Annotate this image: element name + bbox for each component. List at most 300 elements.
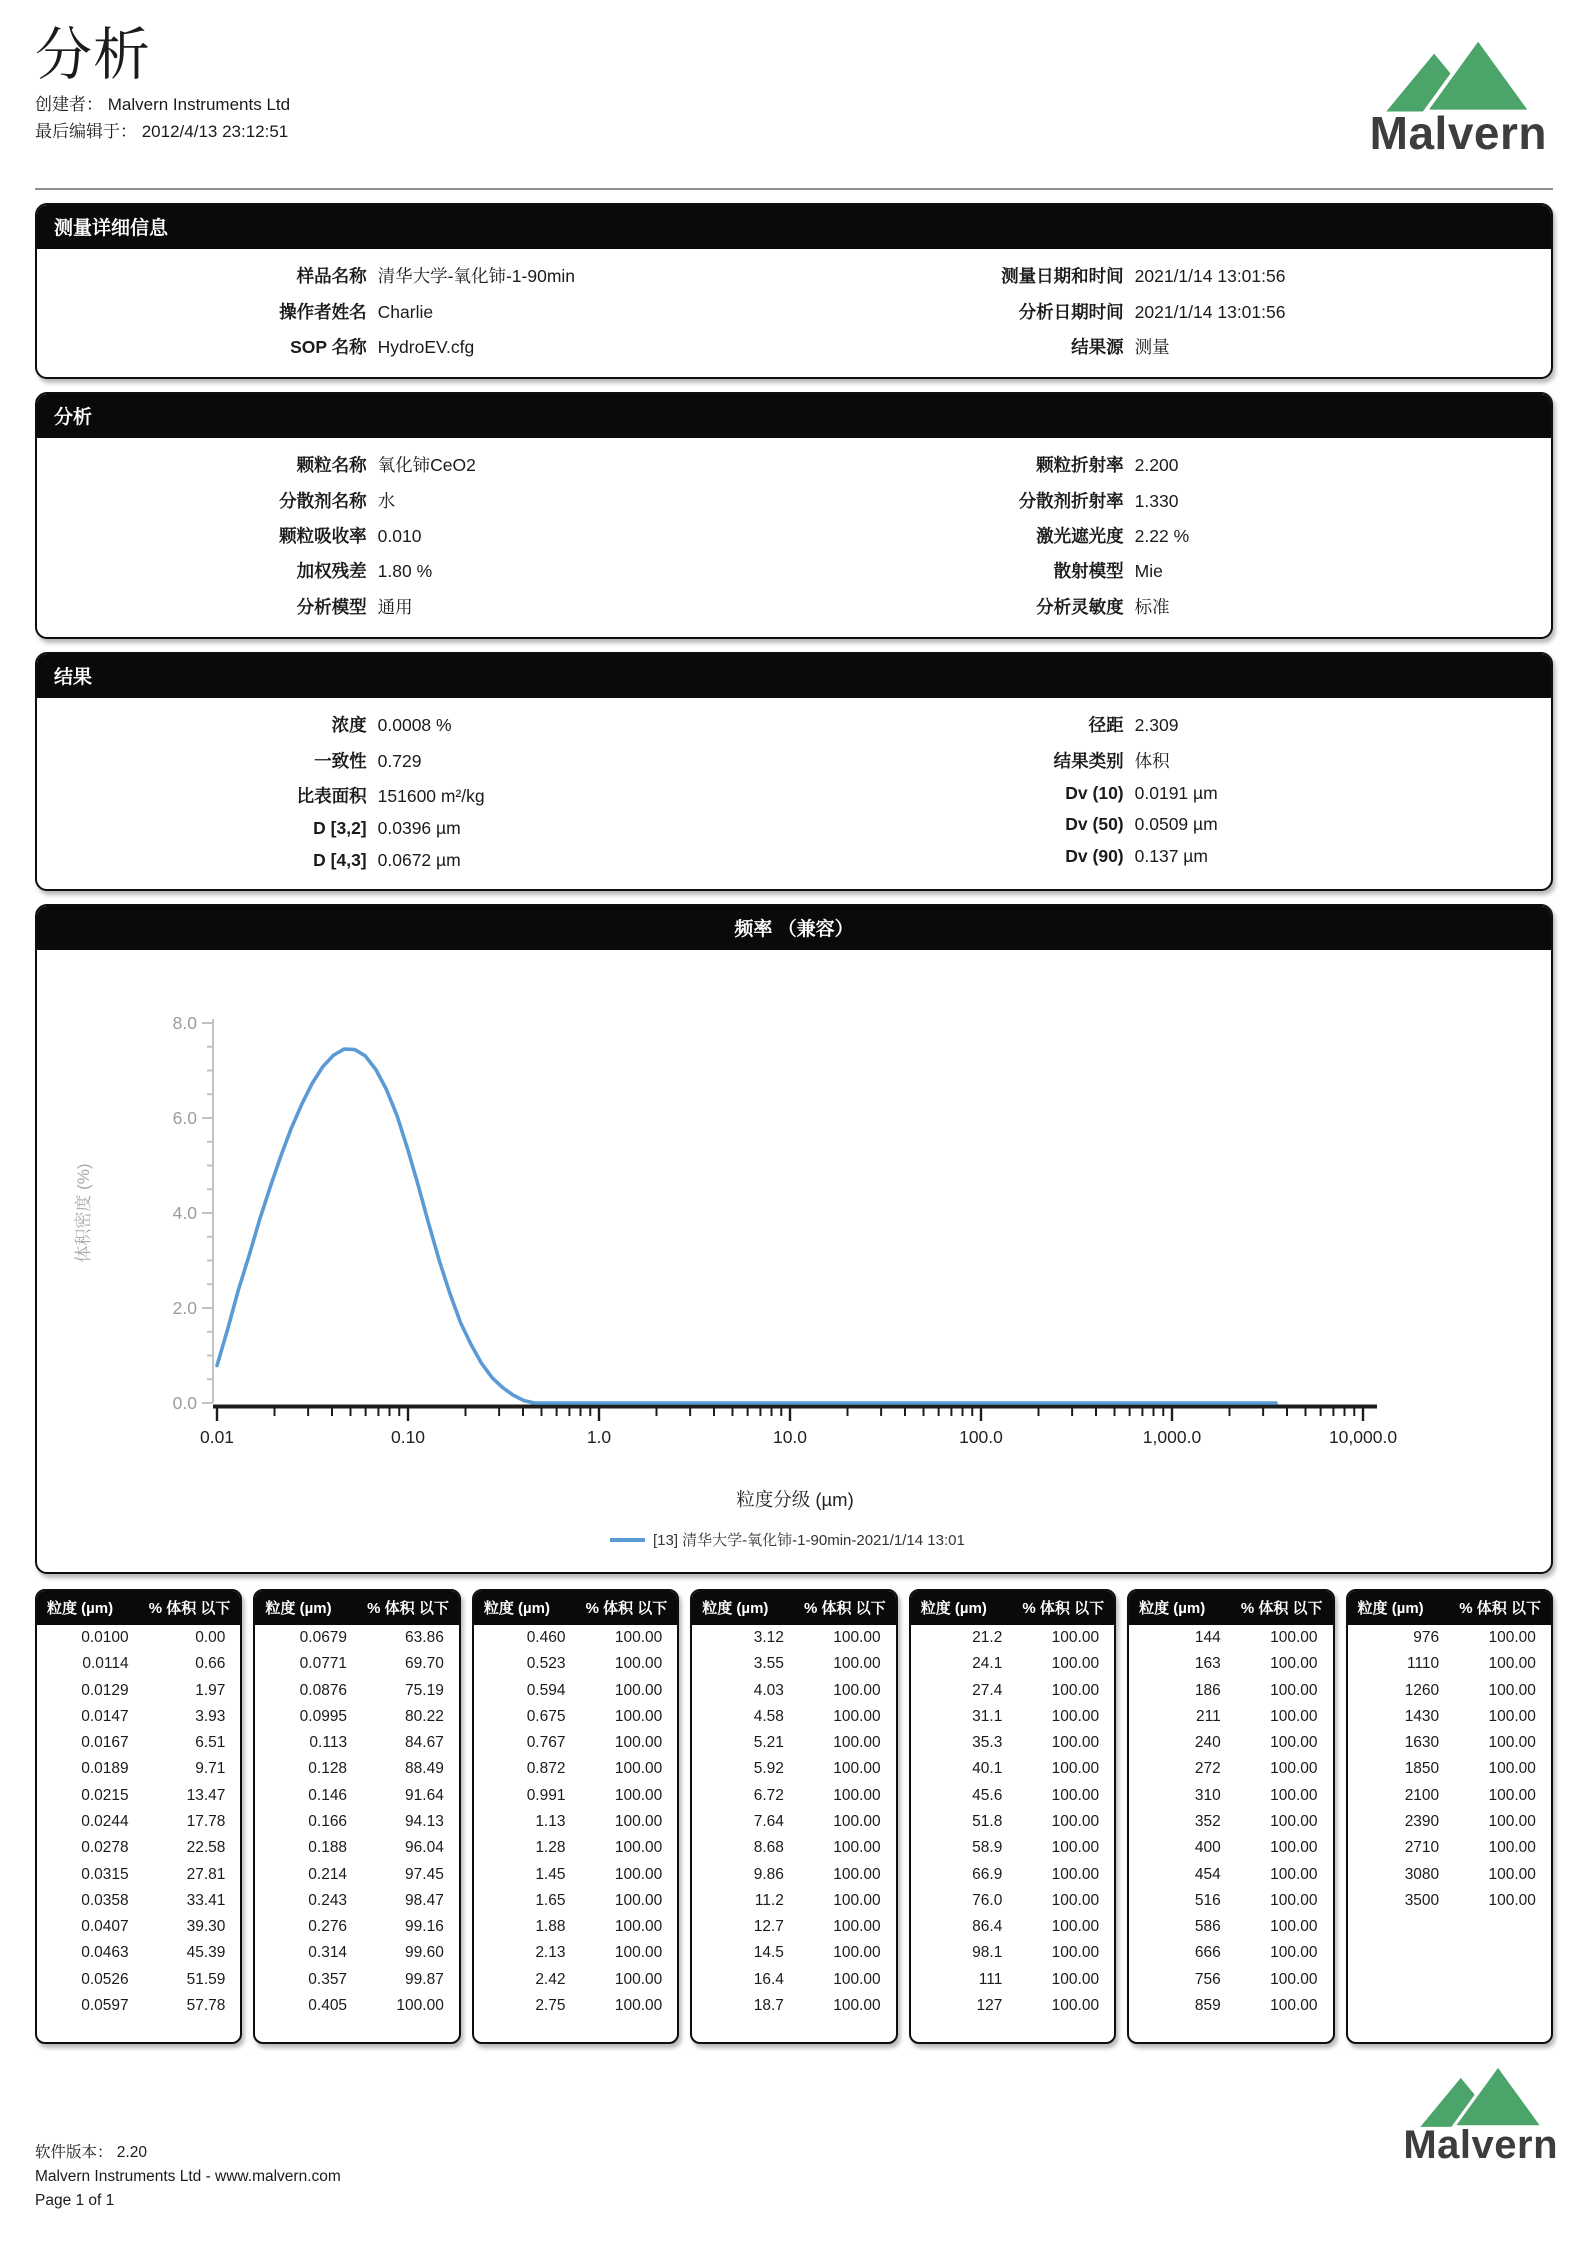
size-value: 18.7	[753, 1996, 784, 2014]
percent-value: 100.00	[1051, 1655, 1100, 1673]
table-row	[255, 1704, 458, 1730]
percent-value: 97.45	[405, 1865, 444, 1883]
field-row	[37, 293, 794, 328]
field-value: Mie	[1134, 561, 1163, 582]
table-row	[37, 1967, 240, 1993]
size-value: 16.4	[753, 1970, 784, 1988]
table-column-header	[1348, 1591, 1551, 1625]
field-value: 0.0008 %	[377, 715, 452, 736]
percent-value: 100.00	[614, 1918, 663, 1936]
software-version: 软件版本： 2.20	[35, 2143, 147, 2161]
size-value: 76.0	[972, 1891, 1003, 1909]
table-row	[37, 1677, 240, 1703]
size-value: 0.991	[526, 1786, 566, 1804]
analysis-body	[37, 438, 1551, 637]
size-value: 0.872	[526, 1760, 566, 1778]
malvern-logo-footer	[1403, 2063, 1558, 2165]
size-value: 0.0771	[299, 1655, 348, 1673]
field-row	[37, 589, 794, 624]
table-row	[255, 1677, 458, 1703]
y-tick-label: 8.0	[172, 1012, 197, 1033]
field-row	[37, 778, 794, 813]
table-row	[692, 1835, 895, 1861]
field-row	[794, 518, 1551, 553]
field-row	[794, 841, 1551, 872]
field-value: 151600 m²/kg	[377, 785, 485, 806]
size-value: 666	[1194, 1944, 1221, 1962]
table-column-header	[255, 1591, 458, 1625]
percent-column-header: % 体积 以下	[367, 1599, 449, 1617]
percent-value: 100.00	[1051, 1970, 1100, 1988]
table-row	[911, 1651, 1114, 1677]
percent-value: 100.00	[1270, 1839, 1318, 1857]
table-row	[911, 1625, 1114, 1651]
size-column-header: 粒度 (µm)	[265, 1599, 332, 1617]
field-row	[794, 483, 1551, 518]
field-label: 颗粒吸收率	[279, 526, 367, 547]
percent-value: 100.00	[833, 1812, 881, 1830]
table-row	[911, 1993, 1114, 2019]
percent-column-header: % 体积 以下	[1240, 1599, 1323, 1617]
size-value: 0.0358	[81, 1891, 129, 1909]
percent-value: 100.00	[1488, 1812, 1536, 1830]
percent-value: 100.00	[1270, 1996, 1318, 2014]
field-label: 加权残差	[296, 561, 367, 582]
percent-value: 100.00	[1488, 1891, 1536, 1909]
percent-value: 100.00	[1488, 1760, 1536, 1778]
table-row	[1129, 1625, 1332, 1651]
field-row	[37, 483, 794, 518]
table-row	[474, 1756, 677, 1782]
percent-column-header: % 体积 以下	[804, 1599, 886, 1617]
table-row	[911, 1940, 1114, 1966]
table-row	[692, 1704, 895, 1730]
percent-value: 100.00	[1051, 1629, 1100, 1647]
size-value: 5.92	[753, 1760, 784, 1778]
x-tick-label: 0.01	[199, 1426, 235, 1447]
table-row	[255, 1967, 458, 1993]
size-value: 186	[1194, 1681, 1221, 1699]
table-column-header	[1129, 1591, 1332, 1625]
field-row	[794, 329, 1551, 364]
percent-value: 96.04	[405, 1839, 444, 1857]
field-row	[794, 809, 1551, 840]
table-row	[37, 1809, 240, 1835]
field-row	[794, 742, 1551, 777]
percent-value: 51.59	[186, 1970, 226, 1988]
size-value: 2.75	[535, 1996, 566, 2014]
table-column-panel	[690, 1589, 897, 2044]
size-value: 0.0129	[81, 1681, 129, 1699]
percent-value: 100.00	[1051, 1812, 1100, 1830]
percent-value: 94.13	[405, 1812, 444, 1830]
page-number: Page 1 of 1	[35, 2191, 115, 2209]
table-row	[474, 1993, 677, 2019]
table-row	[1348, 1677, 1551, 1703]
table-row	[474, 1967, 677, 1993]
size-column-header: 粒度 (µm)	[47, 1599, 114, 1617]
percent-value: 100.00	[1051, 1891, 1100, 1909]
table-row	[1129, 1888, 1332, 1914]
size-value: 35.3	[972, 1734, 1003, 1752]
table-row	[911, 1888, 1114, 1914]
percent-value: 100.00	[1270, 1891, 1318, 1909]
percent-value: 100.00	[1270, 1918, 1318, 1936]
table-row	[911, 1730, 1114, 1756]
percent-value: 0.66	[195, 1655, 226, 1673]
field-value: 水	[377, 490, 396, 511]
percent-value: 22.58	[186, 1839, 226, 1857]
percent-value: 100.00	[833, 1918, 881, 1936]
size-value: 144	[1194, 1629, 1221, 1647]
table-row	[692, 1730, 895, 1756]
chart-legend-label: [13] 清华大学-氧化铈-1-90min-2021/1/14 13:01	[653, 1531, 965, 1549]
table-row	[1129, 1704, 1332, 1730]
x-tick-label: 10.0	[772, 1426, 808, 1447]
table-row	[255, 1993, 458, 2019]
percent-value: 99.60	[405, 1944, 444, 1962]
percent-column-header: % 体积 以下	[585, 1599, 668, 1617]
field-value: 2.200	[1134, 455, 1179, 476]
size-value: 51.8	[972, 1812, 1003, 1830]
field-label: Dv (50)	[1065, 814, 1124, 835]
table-row	[37, 1625, 240, 1651]
percent-value: 100.00	[833, 1996, 881, 2014]
size-value: 1850	[1404, 1760, 1440, 1778]
size-value: 12.7	[753, 1918, 784, 1936]
percent-value: 100.00	[1488, 1707, 1536, 1725]
percent-value: 100.00	[1488, 1655, 1536, 1673]
percent-value: 100.00	[1051, 1707, 1100, 1725]
size-value: 2.13	[535, 1944, 566, 1962]
size-value: 0.0995	[299, 1707, 348, 1725]
table-row	[1348, 1704, 1551, 1730]
field-row	[794, 553, 1551, 588]
size-value: 0.113	[309, 1734, 348, 1752]
size-value: 1.45	[535, 1865, 566, 1883]
size-value: 66.9	[972, 1865, 1003, 1883]
table-row	[1129, 1809, 1332, 1835]
table-column-panel	[1346, 1589, 1553, 2044]
table-column-panel	[253, 1589, 460, 2044]
field-value: 清华大学-氧化铈-1-90min	[377, 266, 576, 287]
table-row	[255, 1861, 458, 1887]
field-value: 1.80 %	[377, 561, 433, 582]
field-label: 操作者姓名	[279, 301, 367, 322]
size-value: 400	[1194, 1839, 1221, 1857]
size-value: 3080	[1404, 1865, 1440, 1883]
y-tick-label: 4.0	[172, 1202, 197, 1223]
percent-value: 100.00	[1270, 1655, 1318, 1673]
size-column-header: 粒度 (µm)	[920, 1599, 987, 1617]
field-value: 0.729	[377, 750, 422, 771]
table-row	[1129, 1835, 1332, 1861]
table-row	[1348, 1835, 1551, 1861]
field-row	[794, 258, 1551, 293]
field-row	[37, 813, 794, 844]
size-value: 127	[976, 1996, 1003, 2014]
size-value: 11.2	[754, 1891, 784, 1909]
size-value: 272	[1194, 1760, 1221, 1778]
percent-value: 69.70	[405, 1655, 444, 1673]
table-row	[911, 1835, 1114, 1861]
y-tick-label: 6.0	[172, 1107, 197, 1128]
size-value: 21.2	[972, 1629, 1003, 1647]
size-value: 310	[1194, 1786, 1221, 1804]
table-row	[474, 1704, 677, 1730]
header-divider	[35, 188, 1553, 190]
field-row	[37, 553, 794, 588]
size-value: 0.405	[308, 1996, 348, 2014]
panel-title: 测量详细信息	[37, 205, 1551, 249]
size-value: 0.0463	[81, 1944, 129, 1962]
table-column-header	[37, 1591, 240, 1625]
percent-value: 100.00	[614, 1707, 663, 1725]
field-value: 2021/1/14 13:01:56	[1134, 301, 1286, 322]
percent-value: 80.22	[405, 1707, 444, 1725]
malvern-mountains-icon	[1417, 2063, 1545, 2129]
percent-value: 100.00	[614, 1760, 663, 1778]
percent-value: 0.00	[195, 1629, 226, 1647]
table-row	[255, 1756, 458, 1782]
size-value: 0.0407	[81, 1918, 129, 1936]
percent-value: 100.00	[833, 1944, 881, 1962]
field-row	[37, 258, 794, 293]
table-row	[692, 1861, 895, 1887]
percent-value: 88.49	[405, 1760, 444, 1778]
size-value: 14.5	[753, 1944, 784, 1962]
size-value: 0.0315	[81, 1865, 129, 1883]
table-row	[255, 1651, 458, 1677]
kv-column	[37, 258, 794, 364]
percent-value: 100.00	[1270, 1970, 1318, 1988]
table-row	[474, 1730, 677, 1756]
table-row	[911, 1861, 1114, 1887]
percent-value: 27.81	[186, 1865, 226, 1883]
size-value: 1.88	[535, 1918, 566, 1936]
table-row	[911, 1783, 1114, 1809]
size-value: 0.188	[308, 1839, 348, 1857]
percent-value: 100.00	[396, 1996, 444, 2014]
table-row	[37, 1993, 240, 2019]
table-row	[255, 1809, 458, 1835]
size-value: 1.28	[535, 1839, 566, 1857]
table-row	[37, 1914, 240, 1940]
field-label: 分散剂折射率	[1018, 490, 1124, 511]
size-value: 3.12	[753, 1629, 784, 1647]
size-value: 111	[978, 1970, 1003, 1988]
field-label: SOP 名称	[290, 336, 367, 357]
table-row	[911, 1677, 1114, 1703]
field-value: 体积	[1134, 750, 1170, 771]
table-row	[692, 1651, 895, 1677]
field-label: 分析灵敏度	[1036, 596, 1124, 617]
percent-value: 13.47	[186, 1786, 226, 1804]
x-tick-label: 100.0	[959, 1426, 1003, 1447]
field-value: 2021/1/14 13:01:56	[1134, 266, 1286, 287]
size-value: 24.1	[972, 1655, 1003, 1673]
percent-value: 17.78	[186, 1812, 226, 1830]
document-header	[35, 23, 1553, 174]
table-row	[1348, 1861, 1551, 1887]
size-value: 2.42	[535, 1970, 566, 1988]
field-row	[794, 589, 1551, 624]
field-label: Dv (10)	[1065, 782, 1124, 803]
size-value: 454	[1194, 1865, 1221, 1883]
table-row	[692, 1809, 895, 1835]
table-row	[474, 1888, 677, 1914]
percent-value: 99.16	[405, 1918, 444, 1936]
percent-value: 33.41	[186, 1891, 226, 1909]
field-value: 测量	[1134, 336, 1170, 357]
percent-value: 100.00	[1488, 1629, 1536, 1647]
table-row	[1348, 1756, 1551, 1782]
percent-value: 9.71	[195, 1760, 226, 1778]
y-tick-label: 2.0	[172, 1297, 197, 1318]
percent-value: 75.19	[405, 1681, 444, 1699]
size-value: 3.55	[753, 1655, 784, 1673]
size-value: 0.523	[526, 1655, 566, 1673]
table-column-panel	[472, 1589, 679, 2044]
size-value: 1.13	[535, 1812, 566, 1830]
table-row	[1129, 1783, 1332, 1809]
percent-value: 100.00	[614, 1734, 663, 1752]
size-value: 0.0189	[81, 1760, 129, 1778]
table-row	[1129, 1730, 1332, 1756]
percent-value: 100.00	[1051, 1734, 1100, 1752]
percent-value: 91.64	[405, 1786, 444, 1804]
field-label: 比表面积	[296, 785, 367, 806]
percent-value: 100.00	[1270, 1865, 1318, 1883]
percent-value: 57.78	[186, 1996, 226, 2014]
y-axis-title: 体积密度 (%)	[74, 1163, 93, 1263]
table-row	[37, 1730, 240, 1756]
percent-value: 100.00	[1051, 1760, 1100, 1778]
size-value: 1630	[1404, 1734, 1440, 1752]
frequency-chart	[37, 950, 1551, 1572]
size-column-header: 粒度 (µm)	[1139, 1599, 1206, 1617]
size-value: 0.0114	[82, 1655, 129, 1673]
field-label: 分散剂名称	[279, 490, 367, 511]
field-value: HydroEV.cfg	[377, 336, 475, 357]
percent-value: 100.00	[1488, 1681, 1536, 1699]
table-row	[255, 1940, 458, 1966]
table-row	[692, 1993, 895, 2019]
table-row	[1348, 1651, 1551, 1677]
percent-value: 100.00	[1051, 1865, 1100, 1883]
percent-value: 100.00	[833, 1891, 881, 1909]
kv-column	[794, 258, 1551, 364]
field-label: 样品名称	[296, 266, 367, 287]
size-value: 0.146	[308, 1786, 348, 1804]
table-row	[474, 1914, 677, 1940]
percent-value: 100.00	[614, 1970, 663, 1988]
field-label: 结果类别	[1053, 750, 1124, 771]
x-tick-label: 1.0	[586, 1426, 612, 1447]
table-row	[692, 1967, 895, 1993]
percent-value: 100.00	[833, 1839, 881, 1857]
x-tick-label: 1,000.0	[1142, 1426, 1202, 1447]
measurement-details-body	[37, 249, 1551, 377]
table-row	[911, 1704, 1114, 1730]
field-value: 0.0396 µm	[377, 818, 461, 839]
creator-line: 创建者： Malvern Instruments Ltd	[35, 94, 291, 114]
table-row	[255, 1914, 458, 1940]
percent-value: 100.00	[833, 1970, 881, 1988]
field-label: 激光遮光度	[1036, 526, 1124, 547]
field-label: 散射模型	[1053, 561, 1124, 582]
percent-value: 100.00	[1270, 1629, 1318, 1647]
field-value: 氧化铈CeO2	[377, 455, 476, 476]
percent-value: 100.00	[1270, 1681, 1318, 1699]
table-row	[474, 1783, 677, 1809]
size-value: 31.1	[972, 1707, 1003, 1725]
table-row	[692, 1914, 895, 1940]
company-line: Malvern Instruments Ltd - www.malvern.com	[35, 2167, 341, 2185]
table-row	[255, 1730, 458, 1756]
table-row	[255, 1783, 458, 1809]
malvern-wordmark: Malvern	[1369, 107, 1547, 159]
field-value: 0.0191 µm	[1134, 782, 1218, 803]
table-row	[255, 1625, 458, 1651]
percent-value: 100.00	[1270, 1760, 1318, 1778]
field-value: 2.309	[1134, 715, 1179, 736]
malvern-logo	[1369, 36, 1547, 159]
percent-value: 100.00	[833, 1681, 881, 1699]
size-value: 0.276	[308, 1918, 348, 1936]
percent-value: 100.00	[1270, 1786, 1318, 1804]
percent-column-header: % 体积 以下	[148, 1599, 231, 1617]
table-row	[692, 1677, 895, 1703]
table-row	[692, 1940, 895, 1966]
table-row	[474, 1677, 677, 1703]
percent-value: 100.00	[614, 1812, 663, 1830]
table-row	[474, 1809, 677, 1835]
size-value: 0.460	[526, 1629, 566, 1647]
table-row	[1129, 1993, 1332, 2019]
percent-value: 100.00	[614, 1629, 663, 1647]
field-label: 测量日期和时间	[1001, 266, 1124, 287]
table-row	[37, 1888, 240, 1914]
size-value: 1430	[1404, 1707, 1440, 1725]
percent-value: 100.00	[614, 1944, 663, 1962]
kv-column	[794, 707, 1551, 876]
table-row	[474, 1651, 677, 1677]
table-row	[37, 1651, 240, 1677]
size-value: 2710	[1404, 1839, 1440, 1857]
field-value: 0.010	[377, 526, 422, 547]
field-label: 颗粒名称	[296, 455, 367, 476]
size-value: 0.0147	[81, 1707, 129, 1725]
table-row	[911, 1914, 1114, 1940]
percent-value: 100.00	[1488, 1734, 1536, 1752]
percent-value: 39.30	[186, 1918, 226, 1936]
size-value: 0.0679	[299, 1629, 348, 1647]
percent-value: 84.67	[405, 1734, 444, 1752]
field-label: 分析日期时间	[1018, 301, 1124, 322]
table-row	[1129, 1861, 1332, 1887]
size-value: 0.243	[308, 1891, 348, 1909]
table-row	[1348, 1809, 1551, 1835]
percent-value: 100.00	[614, 1996, 663, 2014]
field-row	[794, 707, 1551, 742]
table-column-panel	[1127, 1589, 1334, 2044]
table-row	[37, 1704, 240, 1730]
percent-value: 100.00	[614, 1786, 663, 1804]
size-value: 756	[1194, 1970, 1221, 1988]
kv-column	[37, 447, 794, 624]
percent-column-header: % 体积 以下	[1459, 1599, 1541, 1617]
